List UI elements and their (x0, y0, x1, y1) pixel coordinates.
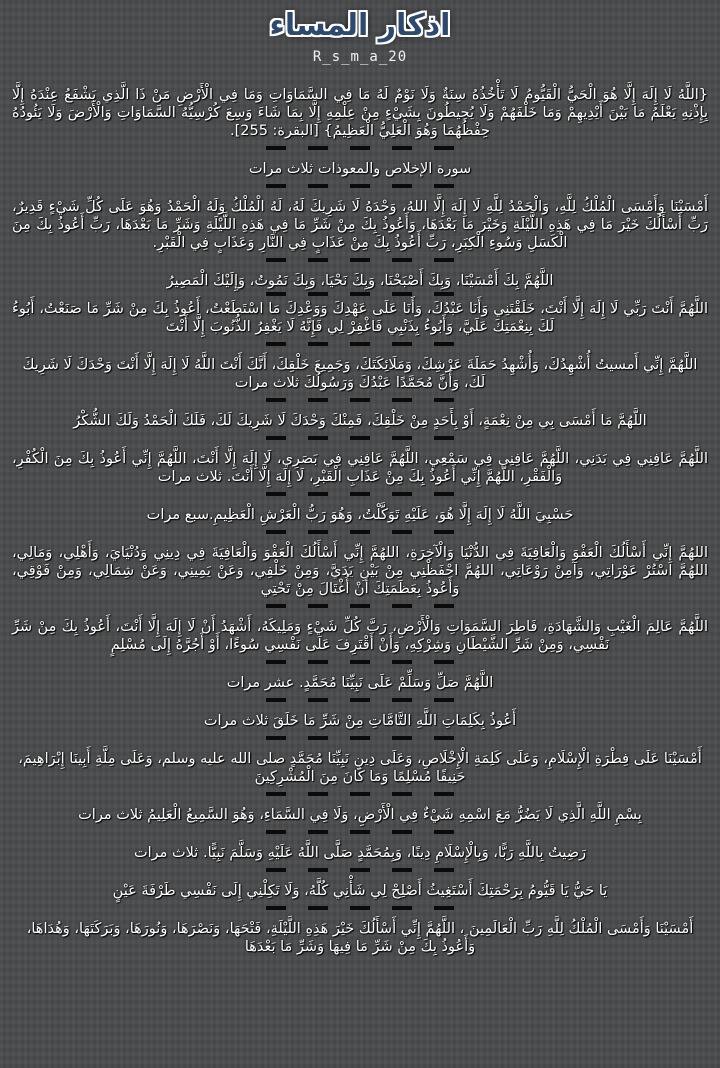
divider (12, 436, 708, 441)
divider (12, 604, 708, 609)
divider (12, 342, 708, 347)
dhikr-hasbiyallah: حَسْبِيَ اللَّهُ لَا إِلَهَ إِلَّا هُوَ، عَلَيْهِ تَوَكَّلْتُ، وَهُوَ رَبُّ الْعَرْشِ الْعَظِيمِ.سبع مرات (146, 507, 574, 523)
adhkar-list (12, 86, 708, 956)
dhikr-bika-amsayna: اللَّهُمَّ بِكَ أَمْسَيْنَا، وَبِكَ أَصْبَحْنَا، وَبِكَ نَحْيَا، وَبِكَ نَمُوتُ، وَإِلَيْكَ الْمَصِيرُ (166, 273, 554, 289)
divider (12, 292, 708, 297)
divider (12, 736, 708, 741)
dhikr-afw-afiyah: اللهُمَّ إِنِّي أَسْأَلُكَ الْعَفْوَ وَالْعَافِيَةَ فِي الدُّنْيَا وَالْآخِرَةِ، اللهُمَّ إِنِّي أَسْأَلُكَ الْعَفْوَ وَالْعَافِيَةَ فِي دِينِي وَدُنْيَايَ، وَأَهْلِي، وَمَالِي، اللهُمَّ اسْتُرْ عَوْرَاتِي، وَآمِنْ رَوْعَاتِي، اللهُمَّ احْفَظْنِي مِنْ بَيْنِ يَدَيَّ، وَمِنْ خَلْفِي، وَعَنْ يَمِينِي، وَعَنْ شِمَالِي، وَمِنْ فَوْقِي، وَأَعُوذُ بِعَظَمَتِكَ أَنْ أُغْتَالَ مِنْ تَحْتِي (12, 545, 708, 597)
dhikr-ya-hayy: يَا حَيُّ يَا قَيُّومُ بِرَحْمَتِكَ أَسْتَغِيثُ أَصْلِحْ لِي شَأْنِي كُلَّهُ، وَلَا تَكِلْنِي إِلَى نَفْسِي طَرْفَةَ عَيْنٍ (112, 883, 608, 899)
page-title: اذكار المساء (269, 8, 451, 43)
dhikr-bismillah: بِسْمِ اللَّهِ الَّذِي لَا يَضُرُّ مَعَ اسْمِهِ شَيْءٌ فِي الْأَرْضِ، وَلَا فِي السَّمَاءِ، وَهُوَ السَّمِيعُ الْعَلِيمُ ثلاث مرات (78, 807, 642, 823)
ayat-al-kursi: {اللَّهُ لَا إِلَهَ إِلَّا هُوَ الْحَيُّ الْقَيُّومُ لَا تَأْخُذُهُ سِنَةٌ وَلَا نَوْمٌ لَهُ مَا فِي السَّمَاوَاتِ وَمَا فِي الْأَرْضِ مَنْ ذَا الَّذِي يَشْفَعُ عِنْدَهُ إِلَّا بِإِذْنِهِ يَعْلَمُ مَا بَيْنَ أَيْدِيهِمْ وَمَا خَلْفَهُمْ وَلَا يُحِيطُونَ بِشَيْءٍ مِنْ عِلْمِهِ إِلَّا بِمَا شَاءَ وَسِعَ كُرْسِيُّهُ السَّمَاوَاتِ وَالْأَرْضَ وَلَا يَئُودُهُ حِفْظُهُمَا وَهُوَ الْعَلِيُّ الْعَظِيمُ} [البقرة: 255]. (12, 87, 708, 139)
dhikr-afini: اللَّهُمَّ عَافِنِي فِي بَدَنِي، اللَّهُمَّ عَافِنِي فِي سَمْعِي، اللَّهُمَّ عَافِنِي فِي بَصَرِي، لَا إِلَهَ إِلَّا أَنْتَ، اللَّهُمَّ إِنِّي أَعُوذُ بِكَ مِنَ الْكُفْرِ، وَالْفَقْرِ، اللَّهُمَّ إِنِّي أَعُوذُ بِكَ مِنْ عَذَابِ الْقَبْرِ، لَا إِلَهَ إِلَّا أَنْتَ. ثلاث مرات (12, 451, 708, 485)
dhikr-fitrat-al-islam: أَمْسَيْنَا عَلَى فِطْرَةِ الْإِسْلَامِ، وَعَلَى كَلِمَةِ الْإِخْلَاصِ، وَعَلَى دِينِ نَبِيِّنَا مُحَمَّدٍ صلى الله عليه وسلم، وَعَلَى مِلَّةِ أَبِينَا إِبْرَاهِيمَ، حَنِيفًا مُسْلِمًا وَمَا كَانَ مِنَ الْمُشْرِكِينَ (18, 751, 702, 785)
dhikr-amsayna: أَمْسَيْنَا وَأَمْسَى الْمُلْكُ لِلَّهِ، وَالْحَمْدُ لِلَّهِ لَا إِلَهَ إِلَّا اللهُ، وَحْدَهُ لَا شَرِيكَ لَهُ، لَهُ الْمُلْكُ وَلَهُ الْحَمْدُ وَهُوَ عَلَى كُلِّ شَيْءٍ قَدِيرٌ، رَبِّ أَسْأَلُكَ خَيْرَ مَا فِي هَذِهِ اللَّيْلَةِ وَخَيْرَ مَا بَعْدَهَا، وَأَعُوذُ بِكَ مِنْ شَرِّ مَا فِي هَذِهِ اللَّيْلَةِ وَشَرِّ مَا بَعْدَهَا، رَبِّ أَعُوذُ بِكَ مِنَ الْكَسَلِ وَسُوءِ الْكِبَرِ، رَبِّ أَعُوذُ بِكَ مِنْ عَذَابٍ فِي النَّارِ وَعَذَابٍ فِي الْقَبْرِ. (12, 199, 708, 251)
dhikr-kalimat-tammat: أَعُوذُ بِكَلِمَاتِ اللَّهِ التَّامَّاتِ مِنْ شَرِّ مَا خَلَقَ ثلاث مرات (203, 713, 517, 729)
dhikr-ikhlas-muawwidhat: سورة الإخلاص والمعوذات ثلاث مرات (248, 161, 472, 177)
dhikr-sayyid-al-istighfar: اللَّهُمَّ أَنْتَ رَبِّي لَا إِلَهَ إِلَّا أَنْتَ، خَلَقْتَنِي وَأَنَا عَبْدُكَ، وَأَنَا عَلَى عَهْدِكَ وَوَعْدِكَ مَا اسْتَطَعْتُ، أَعُوذُ بِكَ مِنْ شَرِّ مَا صَنَعْتُ، أَبُوءُ لَكَ بِنِعْمَتِكَ عَلَيَّ، وَأَبُوءُ بِذَنْبِي فَاغْفِرْ لِي فَإِنَّهُ لَا يَغْفِرُ الذُّنُوبَ إِلَّا أَنْتَ (12, 301, 708, 335)
divider (12, 184, 708, 189)
divider (12, 698, 708, 703)
divider (12, 530, 708, 535)
divider (12, 868, 708, 873)
dhikr-alim-al-ghayb: اللَّهُمَّ عَالِمَ الْغَيْبِ وَالشَّهَادَةِ، فَاطِرَ السَّمَوَاتِ وَالْأَرْضِ، رَبَّ كُلِّ شَيْءٍ وَمَلِيكَهُ، أَشْهَدُ أَنْ لَا إِلَهَ إِلَّا أَنْتَ، أَعُوذُ بِكَ مِنْ شَرِّ نَفْسِي، وَمِنْ شَرِّ الشَّيْطَانِ وَشِرْكِهِ، وَأَنْ أَقْتَرِفَ عَلَى نَفْسِي سُوءًا، أَوْ أَجُرَّهُ إِلَى مُسْلِمٍ (12, 619, 708, 653)
divider (12, 792, 708, 797)
divider (12, 146, 708, 151)
divider (12, 660, 708, 665)
divider (12, 906, 708, 911)
dhikr-salawat: اللَّهُمَّ صَلِّ وَسَلِّمْ عَلَى نَبِيِّنَا مُحَمَّدٍ. عشر مرات (226, 675, 494, 691)
divider (12, 398, 708, 403)
dhikr-ushhiduka: اللَّهُمَّ إِنِّي أَمسيتُ أُشْهِدُكَ، وَأُشْهِدُ حَمَلَةَ عَرْشِكَ، وَمَلَائِكَتَكَ، وَجَمِيعَ خَلْقِكَ، أَنَّكَ أَنْتَ اللَّهُ لَا إِلَهَ إِلَّا أَنْتَ وَحْدَكَ لَا شَرِيكَ لَكَ، وَأَنَّ مُحَمَّدًا عَبْدُكَ وَرَسُولُكَ ثلاث مرات (22, 357, 698, 391)
dhikr-amsayna-rabb-al-alamin: أَمْسَيْنَا وَأَمْسَى الْمُلْكُ لِلَّهِ رَبِّ الْعَالَمِينَ ، اللَّهُمَّ إِنِّي أَسْأَلُكَ خَيْرَ هَذِهِ اللَّيْلَةِ، فَتْحَهَا، وَنَصْرَهَا، وَنُورَهَا، وَبَرَكَتَهَا، وَهُدَاهَا، وَأَعُوذُ بِكَ مِنْ شَرِّ مَا فِيهَا وَشَرِّ مَا بَعْدَهَا (26, 921, 694, 955)
divider (12, 258, 708, 263)
divider (12, 830, 708, 835)
divider (12, 492, 708, 497)
dhikr-ma-amsa-bi: اللَّهُمَّ مَا أَمْسَى بِي مِنْ نِعْمَةٍ، أَوْ بِأَحَدٍ مِنْ خَلْقِكَ، فَمِنْكَ وَحْدَكَ لَا شَرِيكَ لَكَ، فَلَكَ الْحَمْدُ وَلَكَ الشُّكْرُ (73, 413, 647, 429)
author-handle: R_s_m_a_20 (312, 49, 408, 65)
dhikr-raditu: رَضِيتُ بِاللَّهِ رَبًّا، وَبِالْإِسْلَامِ دِينًا، وَبِمُحَمَّدٍ صَلَّى اللَّهُ عَلَيْهِ وَسَلَّمَ نَبِيًّا. ثلاث مرات (133, 845, 587, 861)
